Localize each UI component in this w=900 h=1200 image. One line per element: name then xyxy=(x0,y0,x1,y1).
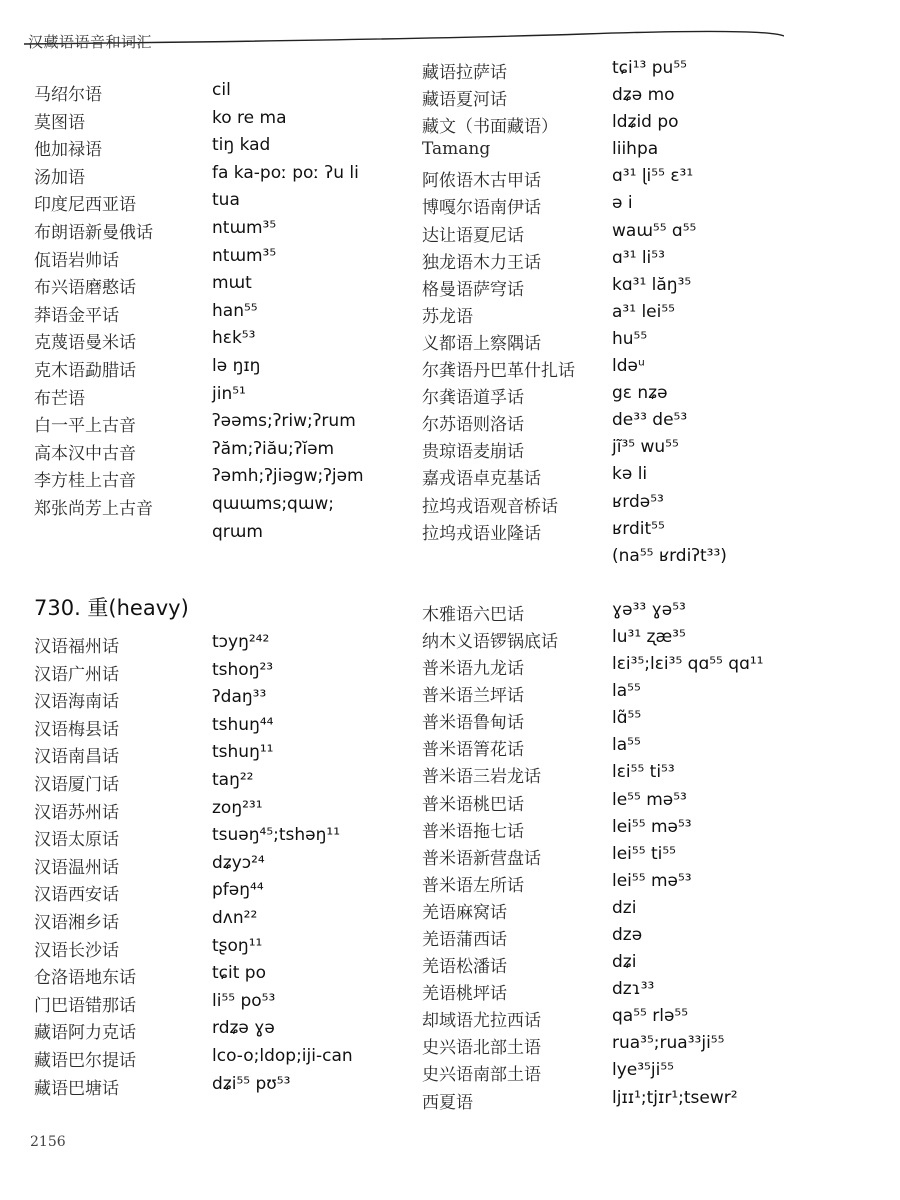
entry-row xyxy=(422,193,764,220)
word-form: ʁrdit⁵⁵ xyxy=(612,518,665,539)
word-form: kə li xyxy=(612,464,648,485)
entry-row xyxy=(422,600,764,627)
entry-row xyxy=(34,328,364,356)
entry-row xyxy=(34,356,364,384)
entry-row xyxy=(34,798,353,826)
word-form: lye³⁵ji⁵⁵ xyxy=(612,1060,674,1081)
word-form: dʑə mo xyxy=(612,85,675,106)
language-name: 他加禄语 xyxy=(34,140,102,161)
language-name: 汉语南昌话 xyxy=(34,747,119,768)
entry-row xyxy=(422,139,764,166)
entry-row xyxy=(422,1006,764,1033)
language-name: 嘉戎语卓克基话 xyxy=(422,469,541,490)
entry-row xyxy=(34,632,353,660)
entry-row xyxy=(422,735,764,762)
language-name: 汉语太原话 xyxy=(34,830,119,851)
word-form: tsuəŋ⁴⁵;tshəŋ¹¹ xyxy=(212,825,341,846)
word-form: a³¹ lei⁵⁵ xyxy=(612,301,675,322)
entry-row xyxy=(422,1033,764,1060)
language-name: 普米语三岩龙话 xyxy=(422,767,541,788)
entry-row xyxy=(422,383,764,410)
word-form: la⁵⁵ xyxy=(612,681,641,702)
entry-row xyxy=(34,108,364,136)
page-number: 2156 xyxy=(30,1134,66,1150)
entry-row xyxy=(422,925,764,952)
language-name: 汉语梅县话 xyxy=(34,719,119,740)
word-form: tshoŋ²³ xyxy=(212,659,274,680)
entry-row xyxy=(422,546,764,573)
language-name: 藏文（书面藏语） xyxy=(422,117,558,138)
language-name: 李方桂上古音 xyxy=(34,471,136,492)
entry-row xyxy=(34,1046,353,1074)
language-name: 普米语拖七话 xyxy=(422,821,524,842)
word-form: ʔəəms;ʔriw;ʔrum xyxy=(212,411,356,432)
word-form: dʌn²² xyxy=(212,907,258,928)
entry-row xyxy=(34,466,364,494)
language-name: Tamang xyxy=(422,139,491,160)
word-form: tshuŋ⁴⁴ xyxy=(212,714,274,735)
word-form: dzi xyxy=(612,897,637,918)
word-form: tiŋ kad xyxy=(212,135,271,156)
word-form: qa⁵⁵ rlə⁵⁵ xyxy=(612,1006,689,1027)
language-name: 汉语湘乡话 xyxy=(34,912,119,933)
entry-row xyxy=(422,519,764,546)
entry-row xyxy=(34,273,364,301)
entry-row xyxy=(34,1074,353,1102)
entry-row xyxy=(34,411,364,439)
entry-row xyxy=(422,898,764,925)
entry-row xyxy=(34,522,364,550)
language-name: 莫图语 xyxy=(34,112,85,133)
word-form: mɯt xyxy=(212,273,252,294)
word-form: dʑi xyxy=(612,952,637,973)
entry-row xyxy=(34,715,353,743)
entry-row xyxy=(34,218,364,246)
language-name: 马绍尔语 xyxy=(34,85,102,105)
language-name: 普米语九龙话 xyxy=(422,659,524,680)
language-name: 普米语鲁甸话 xyxy=(422,713,524,734)
language-name: 汉语温州话 xyxy=(34,857,119,878)
entry-row xyxy=(34,494,364,522)
word-form: ldəᵘ xyxy=(612,356,645,377)
word-form: kɑ³¹ lăŋ³⁵ xyxy=(612,274,692,295)
entry-row xyxy=(422,356,764,383)
entry-row xyxy=(422,329,764,356)
language-name: 藏语巴尔提话 xyxy=(34,1050,136,1071)
language-name: 仓洛语地东话 xyxy=(34,968,136,989)
word-form: waɯ⁵⁵ ɑ⁵⁵ xyxy=(612,220,697,241)
language-name: 汉语厦门话 xyxy=(34,774,119,795)
language-name: 藏语夏河话 xyxy=(422,90,507,111)
entry-row xyxy=(34,687,353,715)
entry-row xyxy=(422,790,764,817)
word-form: liihpa xyxy=(612,139,659,160)
language-name: 印度尼西亚语 xyxy=(34,195,136,216)
entry-row xyxy=(422,85,764,112)
language-name: 莽语金平话 xyxy=(34,305,119,326)
word-form: ə i xyxy=(612,193,633,214)
left-column-bottom-entries xyxy=(34,632,353,1101)
word-form: le⁵⁵ mə⁵³ xyxy=(612,789,687,810)
language-name: 苏龙语 xyxy=(422,306,473,327)
language-name: 布朗语新曼俄话 xyxy=(34,222,153,243)
entry-row xyxy=(422,708,764,735)
word-form: lɛi³⁵;lɛi³⁵ qɑ⁵⁵ qɑ¹¹ xyxy=(612,654,764,675)
word-form: gɛ nʑə xyxy=(612,383,668,404)
left-column-top-entries xyxy=(34,80,364,549)
entry-row xyxy=(34,880,353,908)
entry-row xyxy=(34,246,364,274)
entry-row xyxy=(422,654,764,681)
word-form: ʁrdə⁵³ xyxy=(612,491,664,512)
entry-row xyxy=(34,742,353,770)
entry-row xyxy=(422,817,764,844)
word-form: (na⁵⁵ ʁrdiʔt³³) xyxy=(612,545,727,566)
language-name: 博嘎尔语南伊话 xyxy=(422,198,541,219)
word-form: qrɯm xyxy=(212,521,263,542)
entry-row xyxy=(422,492,764,519)
language-name: 木雅语六巴话 xyxy=(422,604,524,625)
word-form: ɣə³³ ɣə⁵³ xyxy=(612,599,686,620)
word-form: hu⁵⁵ xyxy=(612,328,648,349)
entry-row xyxy=(422,844,764,871)
entry-row xyxy=(422,58,764,85)
language-name: 却域语尤拉西话 xyxy=(422,1011,541,1032)
language-name: 克木语勐腊话 xyxy=(34,360,136,381)
word-form: ntɯm³⁵ xyxy=(212,245,277,266)
language-name: 普米语左所话 xyxy=(422,875,524,896)
entry-row xyxy=(422,573,764,600)
language-name: 汉语苏州话 xyxy=(34,802,119,823)
entry-row xyxy=(422,762,764,789)
word-form: zoŋ²³¹ xyxy=(212,797,263,818)
word-form: qɯɯms;qɯw; xyxy=(212,493,335,514)
language-name: 白一平上古音 xyxy=(34,416,136,437)
word-form: cil xyxy=(212,80,231,100)
entry-row xyxy=(422,1060,764,1087)
word-form: dʑi⁵⁵ pʊ⁵³ xyxy=(212,1073,291,1094)
language-name: 尔龚语丹巴革什扎话 xyxy=(422,361,575,382)
word-form: de³³ de⁵³ xyxy=(612,410,688,431)
word-form: ʔăm;ʔiău;ʔĭəm xyxy=(212,438,335,459)
word-form: taŋ²² xyxy=(212,769,254,790)
entry-row xyxy=(34,963,353,991)
language-name: 普米语桃巴话 xyxy=(422,794,524,815)
entry-row xyxy=(422,627,764,654)
word-form: dzɿ³³ xyxy=(612,979,655,1000)
word-form: ʔəmh;ʔjiəgw;ʔjəm xyxy=(212,466,364,487)
word-form: rdʑə ɣə xyxy=(212,1018,275,1039)
language-name: 史兴语南部土语 xyxy=(422,1065,541,1086)
language-name: 郑张尚芳上古音 xyxy=(34,498,153,519)
word-form: jin⁵¹ xyxy=(212,383,246,404)
word-form: tɕi¹³ pu⁵⁵ xyxy=(612,58,687,78)
entry-row xyxy=(422,302,764,329)
language-name: 汉语长沙话 xyxy=(34,940,119,961)
entry-row xyxy=(34,660,353,688)
language-name: 拉坞戎语观音桥话 xyxy=(422,496,558,517)
entry-row xyxy=(422,952,764,979)
word-form: lɑ̃⁵⁵ xyxy=(612,708,642,729)
entry-row xyxy=(34,190,364,218)
entry-row xyxy=(34,135,364,163)
word-form: jĩ³⁵ wu⁵⁵ xyxy=(612,437,679,458)
language-name: 布兴语磨憨话 xyxy=(34,278,136,299)
language-name: 克蔑语曼米话 xyxy=(34,333,136,354)
entry-row xyxy=(422,437,764,464)
entry-row xyxy=(34,439,364,467)
entry-row xyxy=(422,410,764,437)
language-name: 贵琼语麦崩话 xyxy=(422,442,524,463)
word-form: la⁵⁵ xyxy=(612,735,641,756)
word-form: tua xyxy=(212,190,240,211)
entry-row xyxy=(34,384,364,412)
word-form: lə ŋɪŋ xyxy=(212,355,261,376)
language-name: 尔苏语则洛话 xyxy=(422,415,524,436)
entry-row xyxy=(34,1018,353,1046)
word-form: tʂoŋ¹¹ xyxy=(212,935,263,956)
entry-heading: 730. 重(heavy) xyxy=(34,596,189,620)
entry-row xyxy=(422,871,764,898)
entry-row xyxy=(34,301,364,329)
entry-row xyxy=(422,464,764,491)
word-form: rua³⁵;rua³³ji⁵⁵ xyxy=(612,1033,725,1054)
entry-row xyxy=(34,908,353,936)
language-name: 藏语拉萨话 xyxy=(422,63,507,83)
language-name: 普米语兰坪话 xyxy=(422,686,524,707)
word-form: lei⁵⁵ mə⁵³ xyxy=(612,816,692,837)
language-name: 尔龚语道孚话 xyxy=(422,388,524,409)
entry-row xyxy=(422,681,764,708)
language-name: 藏语巴塘话 xyxy=(34,1078,119,1099)
word-form: han⁵⁵ xyxy=(212,300,258,321)
running-header-title: 汉藏语语音和词汇 xyxy=(28,33,153,51)
language-name: 达让语夏尼话 xyxy=(422,225,524,246)
language-name: 佤语岩帅话 xyxy=(34,250,119,271)
language-name: 羌语蒲西话 xyxy=(422,930,507,950)
language-name: 史兴语北部土语 xyxy=(422,1038,541,1059)
word-form: fa ka-poː poː ʔu li xyxy=(212,162,359,183)
language-name: 汤加语 xyxy=(34,167,85,188)
word-form: tshuŋ¹¹ xyxy=(212,742,274,763)
language-name: 纳木义语锣锅底话 xyxy=(422,631,558,652)
language-name: 阿侬语木古甲话 xyxy=(422,171,541,192)
word-form: ʔdaŋ³³ xyxy=(212,687,267,708)
word-form: ko re ma xyxy=(212,107,287,128)
language-name: 汉语海南话 xyxy=(34,692,119,713)
language-name: 高本汉中古音 xyxy=(34,443,136,464)
word-form: pfəŋ⁴⁴ xyxy=(212,880,264,901)
word-form: ljɪɪ¹;tjɪr¹;tsewr² xyxy=(612,1087,738,1108)
word-form: tɕit po xyxy=(212,963,266,984)
language-name: 羌语麻窝话 xyxy=(422,902,507,923)
language-name: 格曼语萨穹话 xyxy=(422,279,524,300)
entry-row xyxy=(422,979,764,1006)
language-name: 西夏语 xyxy=(422,1092,473,1113)
right-column-entries xyxy=(422,58,764,1115)
word-form: lei⁵⁵ mə⁵³ xyxy=(612,870,692,891)
language-name: 布芒语 xyxy=(34,388,85,409)
word-form: ldʑid po xyxy=(612,112,679,133)
word-form: lu³¹ ʐæ³⁵ xyxy=(612,626,686,647)
entry-row xyxy=(422,275,764,302)
language-name: 汉语西安话 xyxy=(34,885,119,906)
language-name: 羌语松潘话 xyxy=(422,957,507,978)
language-name: 羌语桃坪话 xyxy=(422,984,507,1005)
word-form: hɛk⁵³ xyxy=(212,328,256,349)
language-name: 门巴语错那话 xyxy=(34,995,136,1016)
entry-row xyxy=(422,1088,764,1115)
entry-row xyxy=(34,770,353,798)
language-name: 义都语上察隅话 xyxy=(422,333,541,354)
language-name: 汉语广州话 xyxy=(34,664,119,685)
word-form: lco-o;ldop;iji-can xyxy=(212,1045,353,1066)
word-form: lɛi⁵⁵ ti⁵³ xyxy=(612,762,675,783)
entry-row xyxy=(34,936,353,964)
word-form: lei⁵⁵ ti⁵⁵ xyxy=(612,843,676,864)
entry-row xyxy=(34,825,353,853)
word-form: ɑ³¹ li⁵³ xyxy=(612,247,665,268)
entry-row xyxy=(422,112,764,139)
language-name: 拉坞戎语业隆话 xyxy=(422,523,541,544)
language-name: 汉语福州话 xyxy=(34,637,119,657)
word-form: dʑyɔ²⁴ xyxy=(212,852,265,873)
word-form: li⁵⁵ po⁵³ xyxy=(212,990,276,1011)
word-form: dzə xyxy=(612,925,643,945)
word-form: tɔyŋ²⁴² xyxy=(212,632,270,652)
entry-row xyxy=(34,163,364,191)
language-name: 藏语阿力克话 xyxy=(34,1023,136,1044)
entry-row xyxy=(34,991,353,1019)
entry-row xyxy=(34,853,353,881)
language-name: 普米语新营盘话 xyxy=(422,848,541,869)
entry-row xyxy=(34,80,364,108)
entry-row xyxy=(422,221,764,248)
entry-row xyxy=(422,248,764,275)
language-name: 独龙语木力王话 xyxy=(422,252,541,273)
word-form: ntɯm³⁵ xyxy=(212,217,277,238)
word-form: ɑ³¹ ɭi⁵⁵ ɛ³¹ xyxy=(612,166,694,187)
language-name: 普米语箐花话 xyxy=(422,740,524,761)
entry-row xyxy=(422,166,764,193)
